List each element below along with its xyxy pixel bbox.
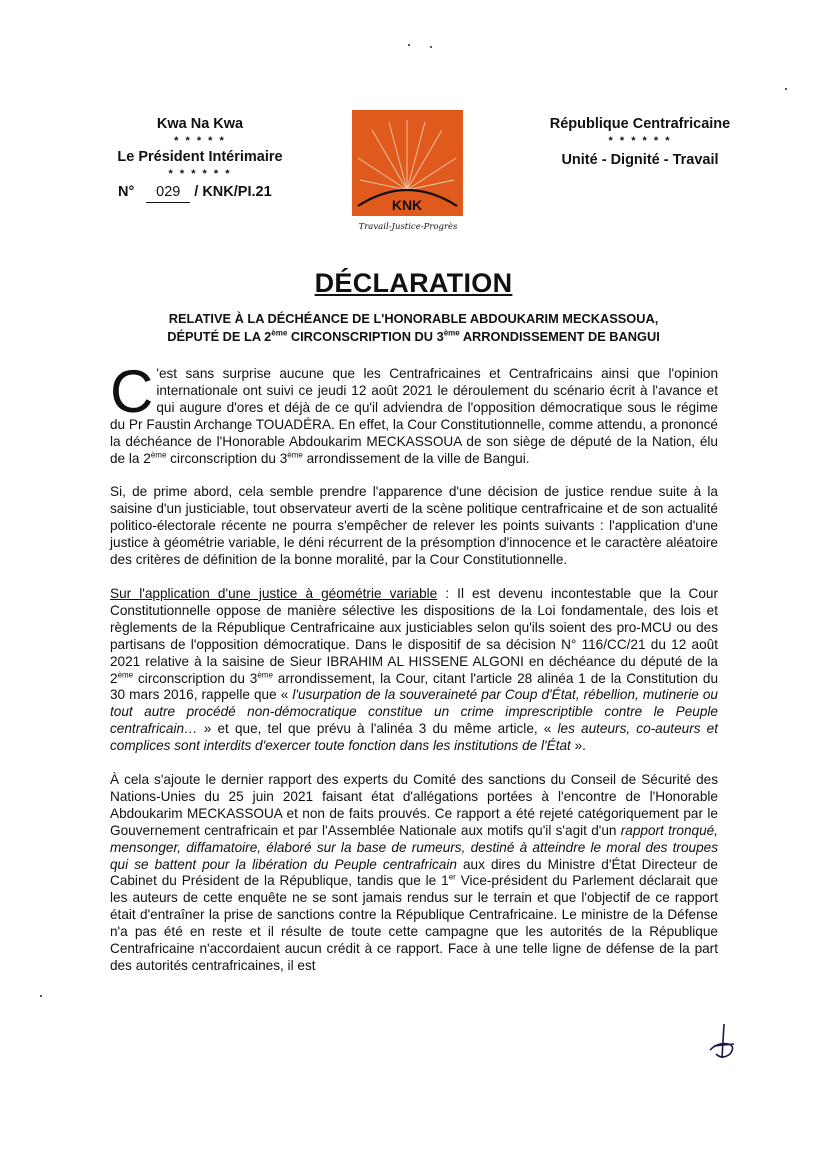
- section-heading: Sur l'application d'une justice à géométrie variable: [110, 585, 438, 601]
- knk-party-logo: [350, 108, 465, 218]
- logo-text: KNK: [391, 197, 423, 213]
- stars-divider: * * * * *: [174, 135, 226, 147]
- drop-cap: C: [110, 358, 154, 425]
- scan-speck: [40, 995, 42, 997]
- reference-number: [118, 183, 300, 203]
- subtitle-line-2: DÉPUTÉ DE LA 2ème CIRCONSCRIPTION DU 3ème ARRONDISSEMENT DE BANGUI: [167, 328, 660, 344]
- subtitle-line-1: RELATIVE À LA DÉCHÉANCE DE L'HONORABLE ABDOUKARIM MECKASSOUA,: [168, 311, 659, 326]
- paragraph-un-report: À cela s'ajoute le dernier rapport des experts du Comité des sanctions du Conseil de Sécurité des Nations-Unies du 25 juin 2021 faisant état d'allégations portées à l'encontre de l'Honorable Abdoukarim MECKASSOUA et non de faits prouvés. Ce rapport a été rejeté catégoriquement par le Gouvernement centrafricain et par l'Assemblée Nationale aux motifs qu'il s'agit d'un rapport tronqué, mensonger, diffamatoire, élaboré sur la base de rumeurs, destiné à atteindre le moral des troupes qui se battent pour la libération du Peuple centrafricain aux dires du Ministre d'État Directeur de Cabinet du Président de la République, tandis que le 1er Vice-président du Parlement déclarait que les auteurs de cette enquête ne se sont jamais rendus sur le terrain et que l'objectif de ce rapport était d'entraîner la prise de sanctions contre la République Centrafricaine. Le ministre de la Défense n'a pas été en reste et il résulte de toute cette campagne que les autorités de la République Centrafricaine n'accordaient aucun crédit à ce rapport. Face à une telle ligne de défense de la part des autorités centrafricaines, il est: [110, 772, 718, 973]
- constitution-quote: les auteurs, co-auteurs et complices sont interdits d'exercer toute fonction dans les institutions de l'État: [110, 721, 718, 754]
- stars-divider: * * * * * *: [608, 135, 672, 147]
- paragraph-intro: C 'est sans surprise aucune que les Centrafricaines et Centrafricains ainsi que l'opinion internationale ont suivi ce jeudi 12 août 2021 le déroulement du scénario écrit à l'avance et qui augure d'ores et déjà de ce qu'il adviendra de l'opposition démocratique sous le régime du Pr Faustin Archange TOUADÉRA. En effet, la Cour Constitutionnelle, comme attendu, a prononcé la déchéance de l'Honorable Abdoukarim MECKASSOUA de son siège de député de la Nation, élu de la 2ème circonscription du 3ème arrondissement de la ville de Bangui.: [110, 358, 718, 466]
- initials-mark: [704, 1020, 744, 1062]
- scan-speck: [408, 44, 410, 46]
- ref-prefix: N°: [118, 184, 135, 200]
- sender-role: Le Président Intérimaire: [117, 149, 283, 165]
- sender-header: [100, 115, 300, 203]
- paragraph-points: Si, de prime abord, cela semble prendre l'apparence d'une décision de justice rendue suite à la saisine d'un justiciable, tout observateur averti de la scène politique centrafricaine et de son actualité politico-électorale récente ne pourra s'empêcher de relever les points suivants : l'application d'une justice à géométrie variable, le déni récurrent de la présomption d'innocence et le caractère aléatoire des critères de définition de la bonne moralité, par la Cour Constitutionnelle.: [110, 484, 718, 568]
- paragraph-variable-justice: Sur l'application d'une justice à géométrie variable : Il est devenu incontestable que la Cour Constitutionnelle oppose de manière sélective les dispositions de la Loi fondamentale, des lois et règlements de la République Centrafricaine aux justiciables selon qu'ils soient des pro-MCU ou des partisans de l'opposition démocratique. Dans le dispositif de sa décision N° 116/CC/21 du 12 août 2021 relative à la saisine de Sieur IBRAHIM AL HISSENE ALGONI en déchéance du député de la 2ème circonscription du 3ème arrondissement, la Cour, citant l'article 28 alinéa 1 de la Constitution du 30 mars 2016, rappelle que « l'usurpation de la souveraineté par Coup d'État, rébellion, mutinerie ou tout autre procédé non-démocratique constitue un crime imprescriptible contre le Peuple centrafricain… » et que, tel que prévu à l'alinéa 3 du même article, « les auteurs, co-auteurs et complices sont interdits d'exercer toute fonction dans les institutions de l'État ».: [110, 585, 719, 754]
- scan-speck: [430, 46, 432, 48]
- document-body: [110, 358, 719, 992]
- party-name: Kwa Na Kwa: [156, 116, 244, 132]
- party-motto: Travail-Justice-Progrès: [358, 222, 458, 232]
- report-quote: rapport tronqué, mensonger, diffamatoire, élaboré sur la base de rumeurs, destiné à atteindre le moral des troupes qui se battent pour la libération du Peuple centrafricain: [110, 822, 718, 872]
- ref-suffix: / KNK/PI.21: [194, 184, 272, 200]
- ref-number: 029: [146, 183, 190, 203]
- country-header: [525, 115, 755, 170]
- country-name: République Centrafricaine: [549, 116, 731, 132]
- national-motto: Unité - Dignité - Travail: [561, 152, 719, 168]
- page-title: DÉCLARATION: [314, 268, 513, 298]
- document-subtitle: [60, 310, 767, 346]
- scan-speck: [785, 88, 787, 90]
- stars-divider: * * * * * *: [168, 168, 232, 180]
- constitution-quote: l'usurpation de la souveraineté par Coup d'État, rébellion, mutinerie ou tout autre procédé non-démocratique constitue un crime imprescriptible contre le Peuple centrafricain…: [110, 687, 718, 737]
